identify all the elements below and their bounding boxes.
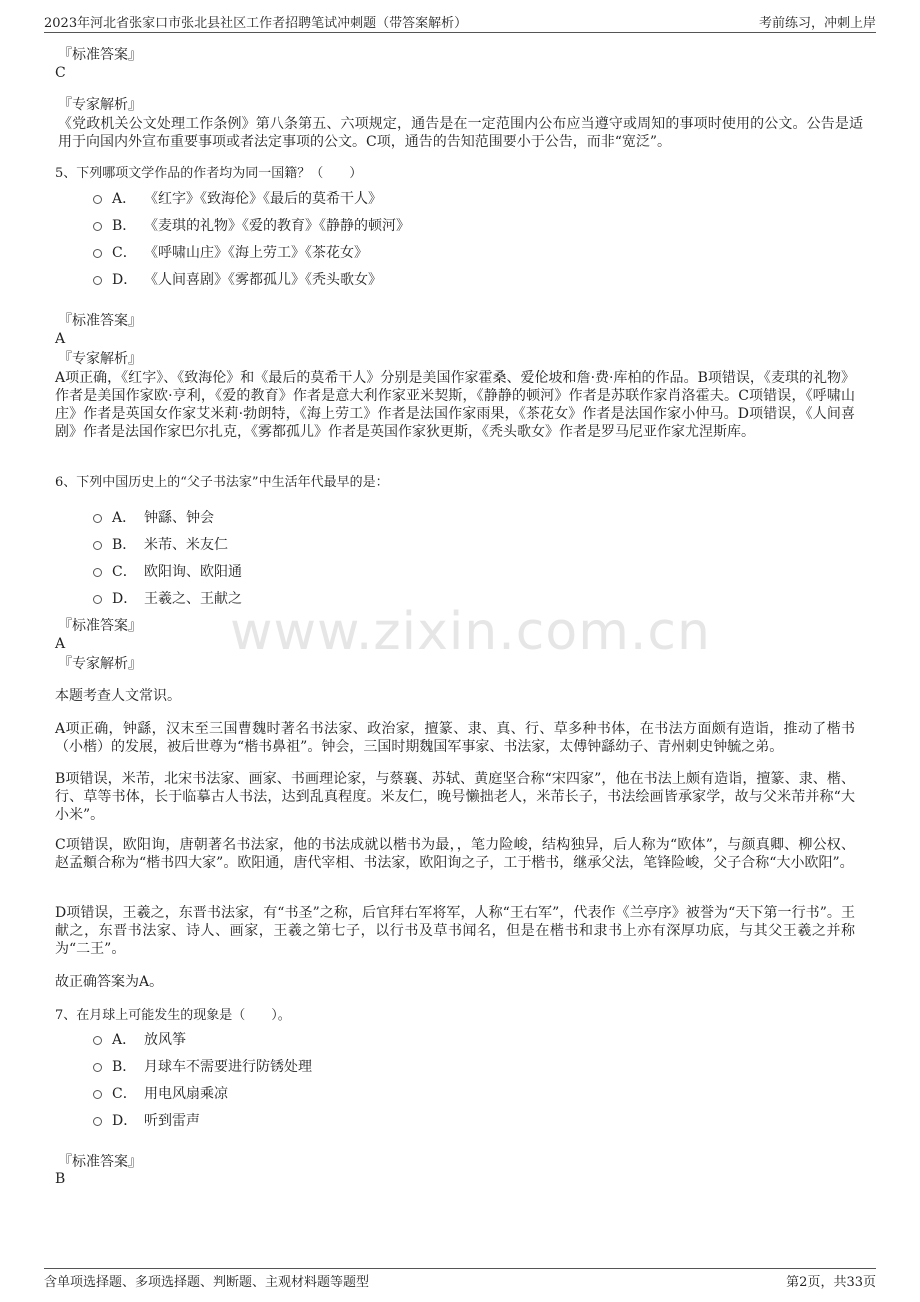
q5-answer: A [55,331,66,347]
radio-icon[interactable] [93,514,102,523]
page-number: 第2页，共33页 [786,1274,876,1290]
radio-icon[interactable] [93,276,102,285]
q7-title: 7、在月球上可能发生的现象是（ ）。 [55,1008,291,1023]
q4-answer: C [55,65,66,81]
radio-icon[interactable] [93,541,102,550]
q5-option-b[interactable]: B． 《麦琪的礼物》《爱的教育》《静静的顿河》 [93,217,410,235]
q6-option-a[interactable]: A． 钟繇、钟会 [93,509,214,527]
radio-icon[interactable] [93,195,102,204]
radio-icon[interactable] [93,568,102,577]
q5-option-c[interactable]: C． 《呼啸山庄》《海上劳工》《茶花女》 [93,244,368,262]
q6-title: 6、下列中国历史上的“父子书法家”中生活年代最早的是： [55,475,389,490]
q6-analysis-label: 『专家解析』 [58,656,142,672]
radio-icon[interactable] [93,595,102,604]
q4-analysis: 《党政机关公文处理工作条例》第八条第五、六项规定，通告是在一定范围内公布应当遵守或周知的事项时使用的公文。公告是适用于向国内外宣布重要事项或者法定事项的公文。C项，通告的告知范围要小于公告，而非“宽泛”。 [58,116,863,150]
q7-option-a[interactable]: A． 放风筝 [93,1031,186,1049]
q6-option-b[interactable]: B． 米芾、米友仁 [93,536,228,554]
q5-analysis-label: 『专家解析』 [58,351,142,367]
q6-option-d[interactable]: D． 王羲之、王献之 [93,590,242,608]
watermark: www.zixin.com.cn [230,602,711,662]
q5-answer-label: 『标准答案』 [58,313,142,329]
header-slogan: 考前练习，冲刺上岸 [758,15,876,31]
radio-icon[interactable] [93,1117,102,1126]
q6-analysis-p1: 本题考查人文常识。 [55,688,181,704]
q6-answer-label: 『标准答案』 [58,618,142,634]
q5-analysis: A项正确，《红字》、《致海伦》和《最后的莫希干人》分别是美国作家霍桑、爱伦坡和詹·费·库柏的作品。B项错误，《麦琪的礼物》作者是美国作家欧·亨利，《爱的教育》作者是意大利作家亚米契斯，《静静的顿河》作者是苏联作家肖洛霍夫。C项错误，《呼啸山庄》作者是英国女作家艾米莉·勃朗特，《海上劳工》作者是法国作家雨果，《茶花女》作者是法国作家小仲马。D项错误，《人间喜剧》作者是法国作家巴尔扎克，《雾都孤儿》作者是英国作家狄更斯，《秃头歌女》作者是罗马尼亚作家尤涅斯库。 [55,370,855,440]
q7-answer-label: 『标准答案』 [58,1154,142,1170]
q6-analysis-p2: A项正确，钟繇，汉末至三国曹魏时著名书法家、政治家，擅篆、隶、真、行、草多种书体，在书法方面颇有造诣，推动了楷书（小楷）的发展，被后世尊为“楷书鼻祖”。钟会，三国时期魏国军事家、书法家，太傅钟繇幼子、青州刺史钟毓之弟。 [55,721,855,755]
radio-icon[interactable] [93,249,102,258]
radio-icon[interactable] [93,1036,102,1045]
q6-option-c[interactable]: C． 欧阳询、欧阳通 [93,563,242,581]
q6-analysis-p5: D项错误，王羲之，东晋书法家，有“书圣”之称，后官拜右军将军，人称“王右军”，代表作《兰亭序》被誉为“天下第一行书”。王献之，东晋书法家、诗人、画家，王羲之第七子，以行书及草书闻名，但是在楷书和隶书上亦有深厚功底，与其父王羲之并称为“二王”。 [55,905,855,957]
footer-question-types: 含单项选择题、多项选择题、判断题、主观材料题等题型 [44,1274,370,1290]
q7-option-d[interactable]: D． 听到雷声 [93,1112,200,1130]
q7-answer: B [55,1171,66,1187]
page-header [44,10,876,33]
q5-option-d[interactable]: D． 《人间喜剧》《雾都孤儿》《秃头歌女》 [93,271,382,289]
q6-analysis-p4: C项错误，欧阳询，唐朝著名书法家，他的书法成就以楷书为最，，笔力险峻，结构独异，后人称为“欧体”，与颜真卿、柳公权、赵孟頫合称为“楷书四大家”。欧阳通，唐代宰相、书法家，欧阳询之子，工于楷书，继承父法，笔锋险峻，父子合称“大小欧阳”。 [55,837,855,871]
q6-analysis-p3: B项错误，米芾，北宋书法家、画家、书画理论家，与蔡襄、苏轼、黄庭坚合称“宋四家”，他在书法上颇有造诣，擅篆、隶、楷、行、草等书体，长于临摹古人书法，达到乱真程度。米友仁，晚号懒拙老人，米芾长子，书法绘画皆承家学，故与父米芾并称“大小米”。 [55,771,855,823]
document-title: 2023年河北省张家口市张北县社区工作者招聘笔试冲刺题（带答案解析） [44,15,468,31]
q7-option-b[interactable]: B． 月球车不需要进行防锈处理 [93,1058,312,1076]
radio-icon[interactable] [93,222,102,231]
q4-analysis-label: 『专家解析』 [58,97,142,113]
q5-option-a[interactable]: A． 《红字》《致海伦》《最后的莫希干人》 [93,190,382,208]
q6-answer: A [55,636,66,652]
page-footer [44,1268,876,1291]
q6-analysis-p6: 故正确答案为A。 [55,974,164,990]
q5-title: 5、下列哪项文学作品的作者均为同一国籍？（ ） [55,166,363,181]
radio-icon[interactable] [93,1090,102,1099]
q7-option-c[interactable]: C． 用电风扇乘凉 [93,1085,228,1103]
q4-answer-label: 『标准答案』 [58,47,142,63]
radio-icon[interactable] [93,1063,102,1072]
